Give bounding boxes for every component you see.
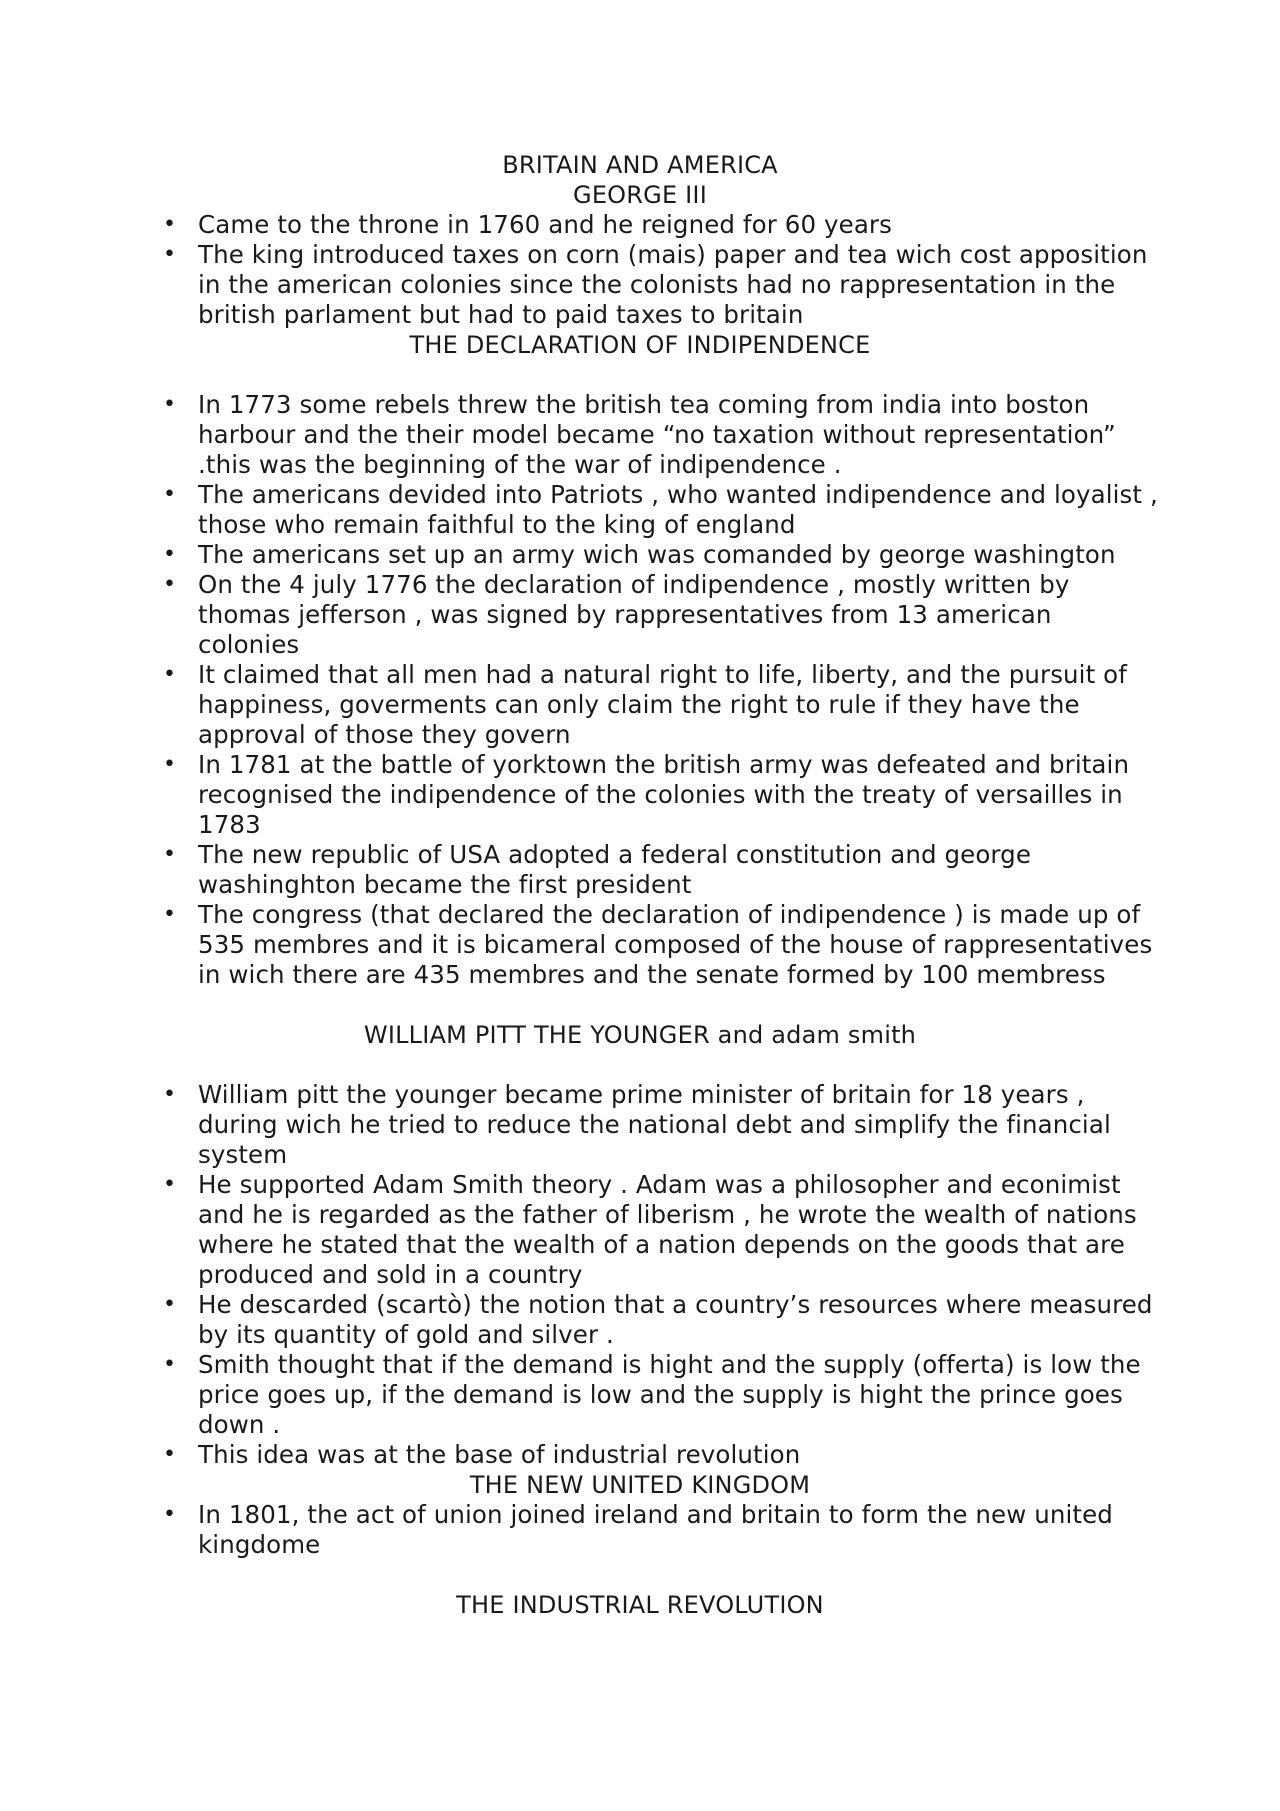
bullet-icon: •: [163, 662, 177, 687]
heading-industrial-revolution: THE INDUSTRIAL REVOLUTION: [456, 1591, 824, 1619]
list-item: [163, 750, 1158, 840]
list-item-text: On the 4 july 1776 the declaration of indipendence , mostly written by thomas jefferson , was signed by rappresentatives from 13 american colonies: [198, 570, 1070, 659]
list-item-text: It claimed that all men had a natural right to life, liberty, and the pursuit of happiness, goverments can only claim the right to rule if they have the approval of those they govern: [198, 660, 1127, 749]
list-item: [163, 840, 1158, 900]
bullet-icon: •: [163, 842, 177, 867]
list-item-text: William pitt the younger became prime minister of britain for 18 years , during wich he tried to reduce the national debt and simplify the financial system: [198, 1080, 1111, 1169]
list-item-text: In 1781 at the battle of yorktown the british army was defeated and britain recognised the indipendence of the colonies with the treaty of versailles in 1783: [198, 750, 1130, 839]
list-item: [163, 1350, 1158, 1440]
list-item-text: The americans set up an army wich was comanded by george washington: [198, 540, 1116, 569]
list-item-text: The new republic of USA adopted a federal constitution and george washinghton became the first president: [198, 840, 1031, 899]
bullet-icon: •: [163, 482, 177, 507]
list-item: [163, 210, 1158, 240]
bullet-list-pitt-smith: [0, 1080, 1280, 1470]
list-item-text: In 1773 some rebels threw the british tea coming from india into boston harbour and the their model became “no taxation without representation” .this was the beginning of the war of indipendence .: [198, 390, 1116, 479]
list-item-text: Smith thought that if the demand is hight and the supply (offerta) is low the price goes up, if the demand is low and the supply is hight the prince goes down .: [198, 1350, 1141, 1439]
bullet-icon: •: [163, 1292, 177, 1317]
bullet-icon: •: [163, 1352, 177, 1377]
bullet-icon: •: [163, 572, 177, 597]
heading-declaration-of-indipendence: THE DECLARATION OF INDIPENDENCE: [409, 331, 871, 359]
list-item: [163, 570, 1158, 660]
list-item: [163, 660, 1158, 750]
heading-george-iii: GEORGE III: [573, 181, 707, 209]
bullet-icon: •: [163, 1502, 177, 1527]
bullet-list-declaration: [0, 390, 1280, 990]
bullet-icon: •: [163, 1082, 177, 1107]
list-item-text: The congress (that declared the declaration of indipendence ) is made up of 535 membres and it is bicameral composed of the house of rappresentatives in wich there are 435 membres and the senate formed by 100 membress: [198, 900, 1153, 989]
document-page: [0, 150, 1280, 1620]
list-item: [163, 540, 1158, 570]
bullet-icon: •: [163, 1172, 177, 1197]
heading-new-united-kingdom: THE NEW UNITED KINGDOM: [469, 1471, 811, 1499]
list-item: [163, 1080, 1158, 1170]
bullet-icon: •: [163, 752, 177, 777]
spacer: [0, 1560, 1280, 1590]
spacer: [0, 990, 1280, 1020]
list-item-text: He supported Adam Smith theory . Adam was a philosopher and econimist and he is regarded as the father of liberism , he wrote the wealth of nations where he stated that the wealth of a nation depends on the goods that are produced and sold in a country: [198, 1170, 1137, 1289]
bullet-icon: •: [163, 542, 177, 567]
list-item-text: The king introduced taxes on corn (mais) paper and tea wich cost apposition in the american colonies since the colonists had no rappresentation in the british parlament but had to paid taxes to britain: [198, 240, 1148, 329]
list-item-text: In 1801, the act of union joined ireland and britain to form the new united kingdome: [198, 1500, 1113, 1559]
list-item: [163, 1440, 1158, 1470]
list-item-text: Came to the throne in 1760 and he reigned for 60 years: [198, 210, 892, 239]
bullet-list-united-kingdom: [0, 1500, 1280, 1560]
spacer: [0, 1050, 1280, 1080]
list-item: [163, 480, 1158, 540]
heading-william-pitt: WILLIAM PITT THE YOUNGER and adam smith: [363, 1021, 917, 1049]
bullet-icon: •: [163, 242, 177, 267]
list-item-text: He descarded (scartò) the notion that a country’s resources where measured by its quantity of gold and silver .: [198, 1290, 1153, 1349]
bullet-icon: •: [163, 392, 177, 417]
bullet-icon: •: [163, 212, 177, 237]
list-item: [163, 390, 1158, 480]
bullet-icon: •: [163, 902, 177, 927]
list-item: [163, 1170, 1158, 1290]
list-item: [163, 1500, 1158, 1560]
list-item-text: The americans devided into Patriots , who wanted indipendence and loyalist , those who remain faithful to the king of england: [198, 480, 1158, 539]
bullet-icon: •: [163, 1442, 177, 1467]
bullet-list-george-iii: [0, 210, 1280, 330]
list-item: [163, 240, 1158, 330]
list-item-text: This idea was at the base of industrial revolution: [198, 1440, 801, 1469]
title-britain-and-america: BRITAIN AND AMERICA: [502, 151, 778, 179]
list-item: [163, 1290, 1158, 1350]
spacer: [0, 360, 1280, 390]
list-item: [163, 900, 1158, 990]
